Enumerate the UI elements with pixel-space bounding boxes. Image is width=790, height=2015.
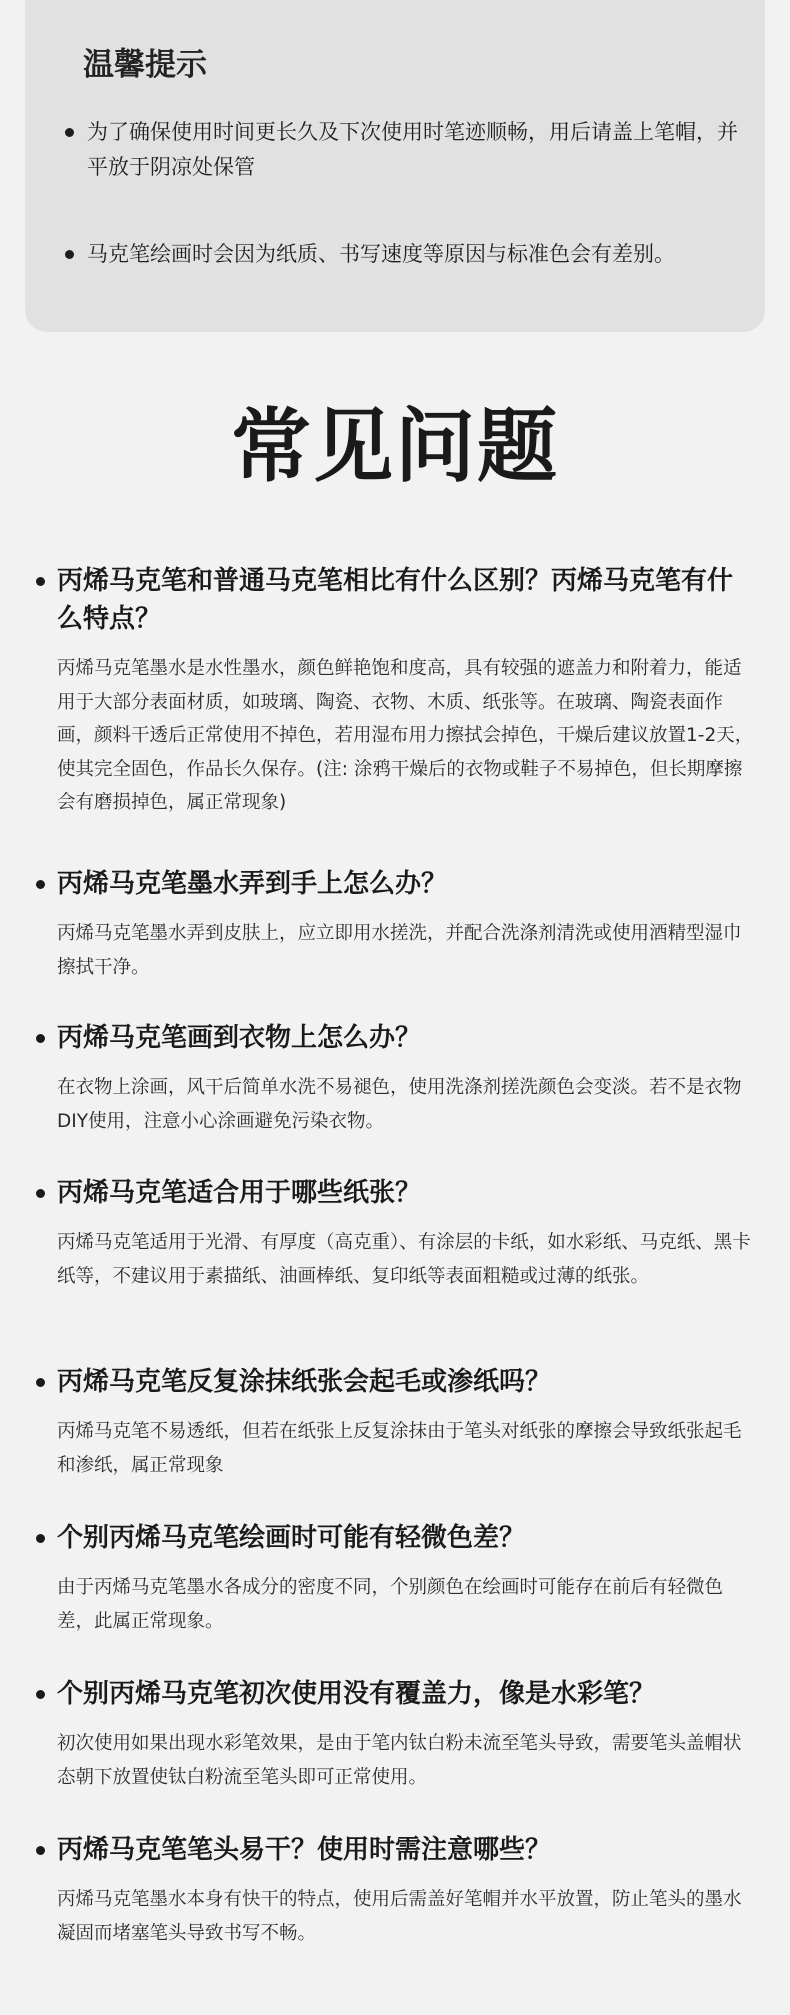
tip-item (65, 237, 755, 272)
faq-item (34, 865, 754, 984)
faq-answer: 丙烯马克笔不易透纸，但若在纸张上反复涂抹由于笔头对纸张的摩擦会导致纸张起毛和渗纸，属正常现象 (57, 1421, 742, 1476)
faq-question (34, 1363, 754, 1401)
faq-question-text: 丙烯马克笔适合用于哪些纸张？ (57, 1178, 422, 1208)
bullet-dot-icon (36, 1534, 45, 1543)
faq-item (34, 1831, 754, 1950)
tip-text: 为了确保使用时间更长久及下次使用时笔迹顺畅，用后请盖上笔帽，并平放于阴凉处保管 (87, 120, 738, 179)
faq-question-text: 丙烯马克笔墨水弄到手上怎么办？ (57, 869, 448, 899)
faq-item (34, 1675, 754, 1794)
bullet-dot-icon (36, 577, 45, 586)
bullet-dot-icon (36, 1034, 45, 1043)
faq-question-text: 个别丙烯马克笔初次使用没有覆盖力，像是水彩笔？ (57, 1679, 656, 1709)
faq-question (34, 1019, 754, 1057)
bullet-dot-icon (65, 128, 74, 137)
faq-answer: 丙烯马克笔墨水弄到皮肤上，应立即用水搓洗，并配合洗涤剂清洗或使用酒精型湿巾擦拭干净。 (57, 923, 742, 978)
faq-item (34, 562, 754, 820)
bullet-dot-icon (36, 1846, 45, 1855)
faq-question (34, 1675, 754, 1713)
faq-answer: 在衣物上涂画，风干后简单水洗不易褪色，使用洗涤剂搓洗颜色会变淡。若不是衣物DIY使用，注意小心涂画避免污染衣物。 (57, 1077, 742, 1132)
faq-question-text: 丙烯马克笔和普通马克笔相比有什么区别？丙烯马克笔有什么特点？ (57, 566, 734, 634)
faq-answer: 丙烯马克笔适用于光滑、有厚度（高克重）、有涂层的卡纸，如水彩纸、马克纸、黑卡纸等，不建议用于素描纸、油画棒纸、复印纸等表面粗糙或过薄的纸张。 (57, 1232, 751, 1287)
faq-question (34, 1831, 754, 1869)
faq-question (34, 1174, 754, 1212)
bullet-dot-icon (65, 250, 74, 259)
faq-answer: 由于丙烯马克笔墨水各成分的密度不同，个别颜色在绘画时可能存在前后有轻微色差，此属正常现象。 (57, 1577, 724, 1632)
faq-item (34, 1519, 754, 1638)
faq-heading: 常见问题 (231, 400, 559, 493)
tips-title: 温馨提示 (83, 47, 207, 83)
faq-item (34, 1019, 754, 1138)
bullet-dot-icon (36, 1690, 45, 1699)
tip-item (65, 115, 755, 185)
faq-answer: 丙烯马克笔墨水是水性墨水，颜色鲜艳饱和度高，具有较强的遮盖力和附着力，能适用于大部分表面材质，如玻璃、陶瓷、衣物、木质、纸张等。在玻璃、陶瓷表面作画，颜料干透后正常使用不掉色，若用湿布用力擦拭会掉色，干燥后建议放置1-2天，使其完全固色，作品长久保存。(注: 涂鸦干燥后的衣物或鞋子不易掉色，但长期摩擦会有磨损掉色，属正常现象) (57, 658, 754, 813)
faq-question-text: 丙烯马克笔画到衣物上怎么办？ (57, 1023, 422, 1053)
tips-card (25, 0, 765, 332)
faq-question (34, 1519, 754, 1557)
faq-question-text: 丙烯马克笔笔头易干？使用时需注意哪些？ (57, 1835, 552, 1865)
tip-text: 马克笔绘画时会因为纸质、书写速度等原因与标准色会有差别。 (87, 242, 675, 266)
faq-answer: 丙烯马克笔墨水本身有快干的特点，使用后需盖好笔帽并水平放置，防止笔头的墨水凝固而堵塞笔头导致书写不畅。 (57, 1889, 742, 1944)
faq-item (34, 1363, 754, 1482)
bullet-dot-icon (36, 1189, 45, 1198)
faq-item (34, 1174, 754, 1293)
faq-question (34, 865, 754, 903)
bullet-dot-icon (36, 1378, 45, 1387)
faq-question-text: 丙烯马克笔反复涂抹纸张会起毛或渗纸吗？ (57, 1367, 552, 1397)
bullet-dot-icon (36, 880, 45, 889)
faq-question-text: 个别丙烯马克笔绘画时可能有轻微色差？ (57, 1523, 526, 1553)
faq-answer: 初次使用如果出现水彩笔效果，是由于笔内钛白粉未流至笔头导致，需要笔头盖帽状态朝下放置使钛白粉流至笔头即可正常使用。 (57, 1733, 742, 1788)
faq-question (34, 562, 754, 638)
